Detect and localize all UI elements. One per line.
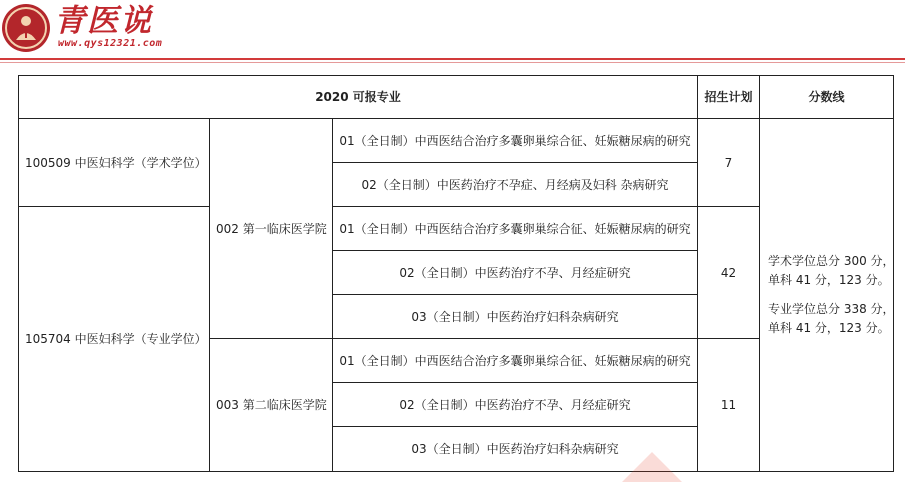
header-major: 2020 可报专业 [18,75,698,119]
plan-count: 7 [697,118,760,207]
direction-row: 01（全日制）中西医结合治疗多囊卵巢综合征、妊娠糖尿病的研究 [332,118,698,163]
header-divider [0,58,905,60]
score-professional-single: 单科 41 分，123 分。 [768,321,890,335]
score-cell [759,118,894,472]
header-divider-thin [0,62,905,63]
site-header [0,0,905,66]
direction-row: 01（全日制）中西医结合治疗多囊卵巢综合征、妊娠糖尿病的研究 [332,206,698,251]
direction-row: 03（全日制）中医药治疗妇科杂病研究 [332,294,698,339]
score-academic-total: 学术学位总分 300 分， [768,254,895,268]
header-plan: 招生计划 [697,75,760,119]
direction-row: 02（全日制）中医药治疗不孕、月经症研究 [332,250,698,295]
brand-title: 青医说 [54,3,153,39]
school-second: 003 第二临床医学院 [209,338,333,472]
header-score: 分数线 [759,75,894,119]
plan-count: 11 [697,338,760,472]
brand-url: www.qys12321.com [58,38,163,49]
direction-row: 02（全日制）中医药治疗不孕、月经症研究 [332,382,698,427]
program-professional: 105704 中医妇科学（专业学位） [18,206,210,472]
plan-count: 42 [697,206,760,339]
logo-icon [2,4,50,52]
score-professional-total: 专业学位总分 338 分， [768,302,895,316]
program-academic: 100509 中医妇科学（学术学位） [18,118,210,207]
direction-row: 02（全日制）中医药治疗不孕症、月经病及妇科 杂病研究 [332,162,698,207]
score-academic-single: 单科 41 分，123 分。 [768,273,890,287]
school-first: 002 第一临床医学院 [209,118,333,339]
direction-row: 03（全日制）中医药治疗妇科杂病研究 [332,426,698,472]
direction-row: 01（全日制）中西医结合治疗多囊卵巢综合征、妊娠糖尿病的研究 [332,338,698,383]
